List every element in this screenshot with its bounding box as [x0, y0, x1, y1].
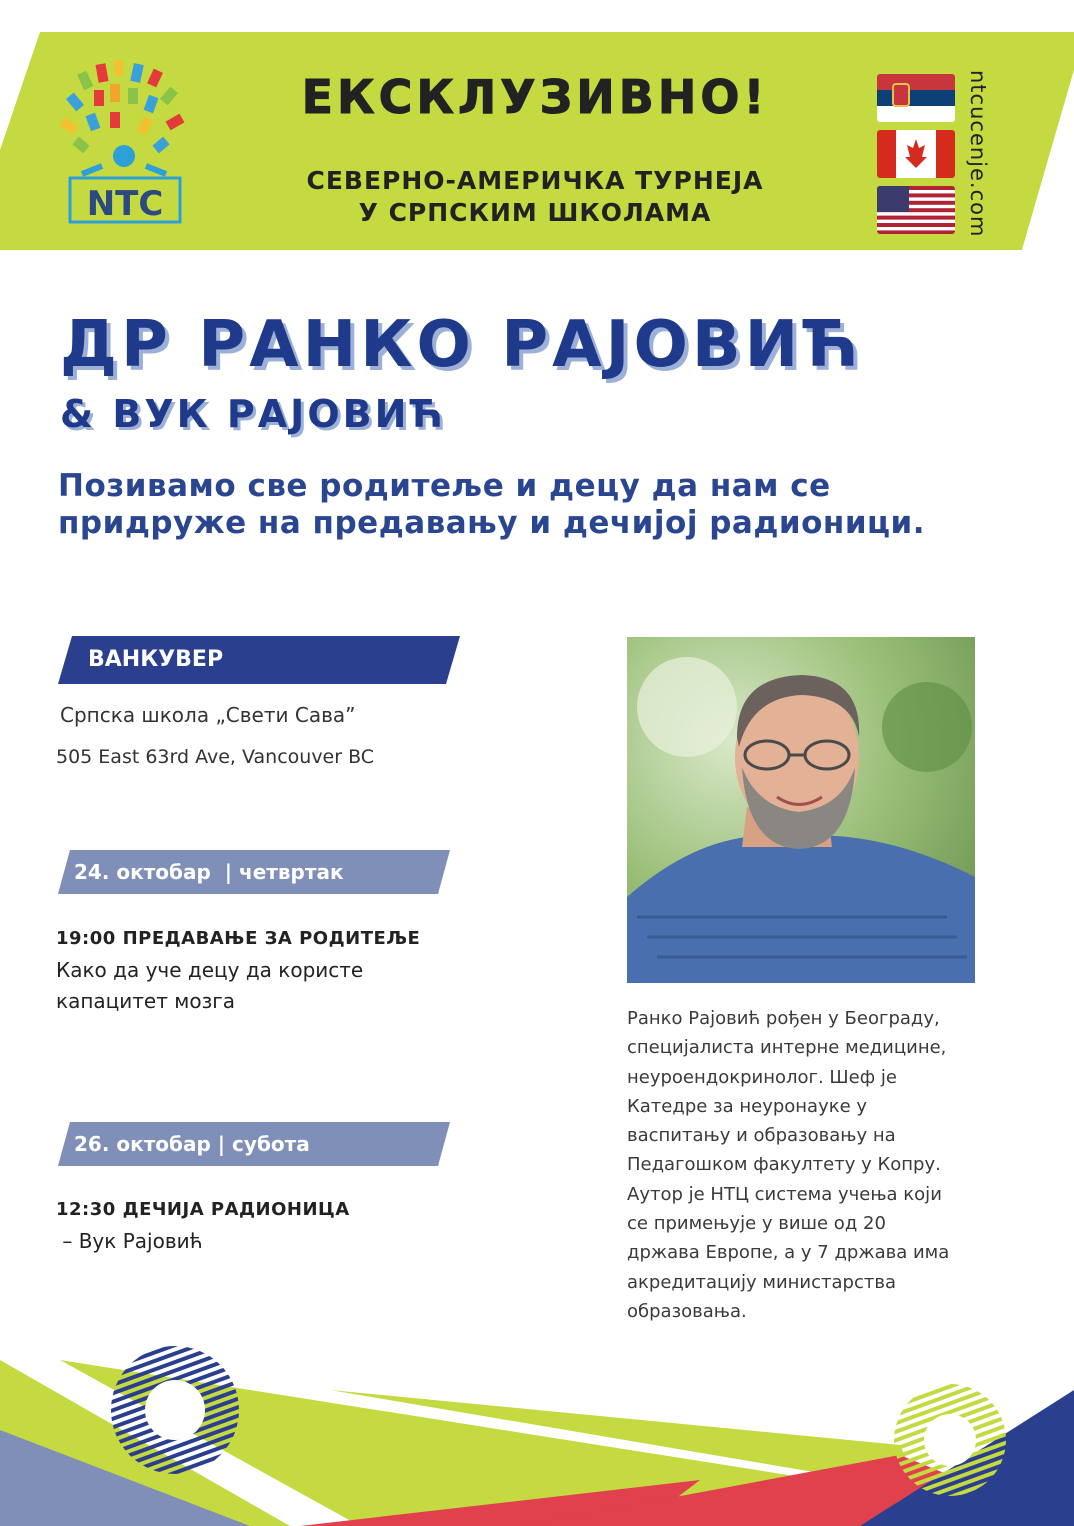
logo-text: NTC: [86, 184, 164, 224]
city-name: ВАНКУВЕР: [88, 647, 224, 672]
venue-name: Српска школа „Свети Сава”: [60, 703, 356, 727]
presenter-photo: [627, 637, 975, 983]
bio-line: се примењује у више од 20: [627, 1213, 886, 1235]
venue-address: 505 East 63rd Ave, Vancouver BC: [56, 746, 375, 768]
bio-line: специјалиста интерне медицине,: [627, 1037, 947, 1059]
subtitle-line-2: У СРПСКИМ ШКОЛАМА: [358, 198, 712, 227]
presenter-main-name: ДР РАНКО РАЈОВИЋ: [60, 308, 863, 382]
bio-line: васпитању и образовању на: [627, 1125, 896, 1147]
website-url: ntcucenje.com: [966, 70, 990, 238]
event-2-description: – Вук Рајовић: [56, 1229, 203, 1253]
presenter-bio: [627, 1004, 987, 1326]
serbia-flag-icon: [877, 74, 955, 122]
event-2-title: 12:30 ДЕЧИЈА РАДИОНИЦА: [56, 1199, 350, 1220]
event-1-description: [56, 955, 363, 1017]
bio-line: држава Европе, а у 7 држава има: [627, 1242, 950, 1264]
canada-flag-icon: [877, 130, 955, 178]
event-1-title: 19:00 ПРЕДАВАЊЕ ЗА РОДИТЕЉЕ: [56, 928, 421, 949]
invitation-text: [58, 468, 1018, 542]
ntc-logo-icon: [52, 56, 192, 226]
bio-line: Катедре за неуронауке у: [627, 1095, 868, 1117]
bio-line: акредитацију министарства: [627, 1271, 896, 1293]
presenter-secondary-name: & ВУК РАЈОВИЋ: [60, 392, 446, 436]
bio-line: Аутор је НТЦ система учења који: [627, 1183, 942, 1205]
event-2-date: 26. oктобар | субота: [74, 1132, 310, 1156]
banner-title: ЕКСКЛУЗИВНО!: [301, 70, 769, 124]
bio-line: неуроендокринолог. Шеф је: [627, 1066, 897, 1088]
subtitle-line-1: СЕВЕРНО-АМЕРИЧКА ТУРНЕЈА: [306, 166, 764, 195]
bio-line: образовања.: [627, 1300, 747, 1322]
event-1-desc-line-2: капацитет мозга: [56, 989, 235, 1013]
invitation-line-2: придруже на предавању и дечијој радионици.: [58, 505, 926, 541]
event-1-desc-line-1: Како да уче децу да користе: [56, 958, 364, 982]
usa-flag-icon: [877, 186, 955, 234]
banner-subtitle: [240, 165, 830, 229]
bio-line: Педагошком факултету у Копру.: [627, 1154, 941, 1176]
invitation-line-1: Позивамо све родитеље и децу да нам се: [58, 468, 831, 504]
footer-decoration: [0, 1330, 1074, 1526]
bio-line: Ранко Рајовић рођен у Београду,: [627, 1008, 940, 1029]
event-1-date: 24. oктобар | четвртак: [74, 860, 344, 884]
